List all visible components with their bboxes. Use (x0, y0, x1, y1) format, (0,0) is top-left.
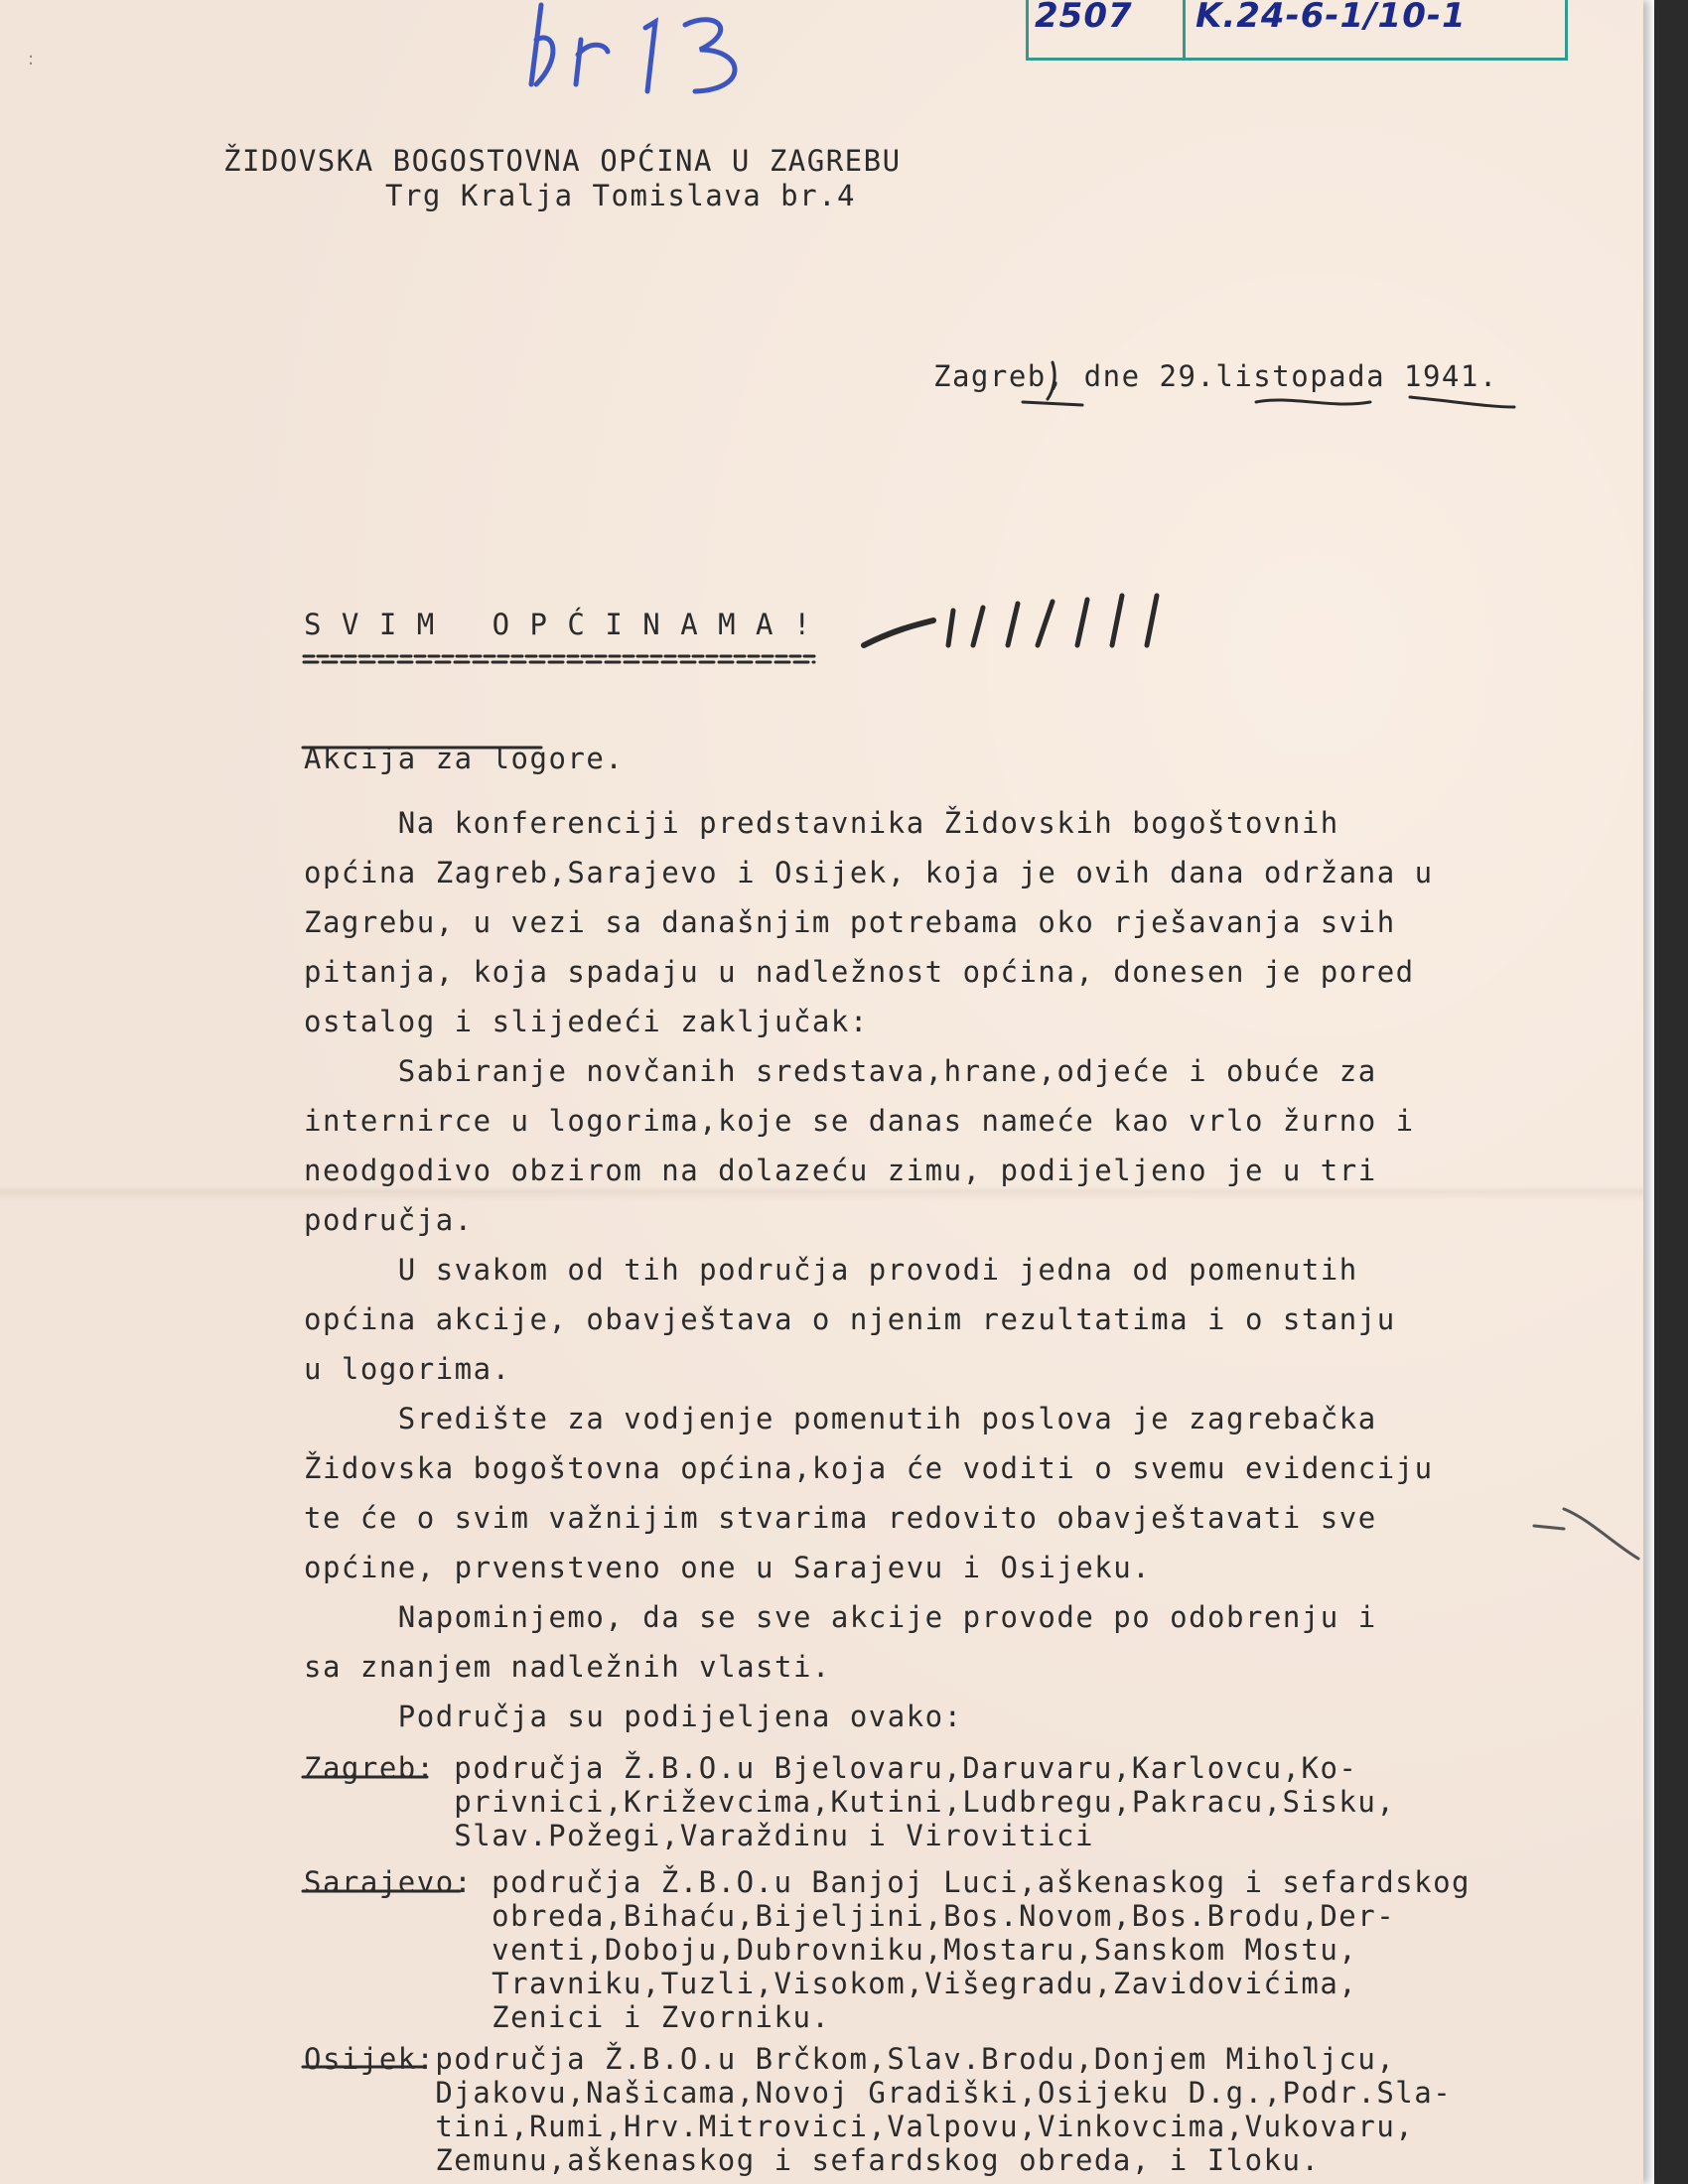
body-line: te će o svim važnijim stvarima redovito obavještavati sve (304, 1501, 1377, 1535)
body-line: općine, prvenstveno one u Sarajevu i Osijeku. (304, 1551, 1152, 1584)
body-line: Zagrebu, u vezi sa današnjim potrebama oko rješavanja svih (304, 905, 1396, 939)
region-line: Zemunu,aškenaskog i sefardskog obreda, i Iloku. (416, 2143, 1321, 2177)
region-name: Sarajevo (304, 1865, 455, 1899)
region-line: tini,Rumi,Hrv.Mitrovici,Valpovu,Vinkovcima,Vukovaru, (416, 2110, 1415, 2143)
body-line: Sabiranje novčanih sredstava,hrane,odjeće i obuće za (304, 1054, 1377, 1088)
body-line: ostalog i slijedeći zaključak: (304, 1005, 869, 1038)
scan-edge (1654, 0, 1688, 2184)
region-line: Slav.Požegi,Varaždinu i Virovitici (416, 1819, 1094, 1852)
body-line: Središte za vodjenje pomenutih poslova je zagrebačka (304, 1402, 1377, 1435)
region-name: Osijek (304, 2042, 417, 2076)
body-line: područja. (304, 1203, 474, 1237)
region-line: privnici,Križevcima,Kutini,Ludbregu,Pakracu,Sisku, (416, 1785, 1396, 1819)
body-line: pitanja, koja spadaju u nadležnost općina, donesen je pored (304, 955, 1415, 989)
body-line: neodgodivo obzirom na dolazeću zimu, podijeljeno je u tri (304, 1154, 1377, 1187)
body-line: u logorima. (304, 1352, 511, 1386)
salutation: S V I M O P Ć I N A M A ! (304, 608, 812, 641)
punch-mark: : (28, 49, 35, 69)
region-line: Travniku,Tuzli,Visokom,Višegradu,Zavidovićima, (454, 1967, 1358, 2000)
body-line: Napominjemo, da se sve akcije provode po odobrenju i (304, 1600, 1377, 1634)
date-line: Zagreb, dne 29.listopada 1941. (933, 359, 1498, 393)
body-line: općina akcije, obavještava o njenim rezultatima i o stanju (304, 1302, 1396, 1336)
handwritten-number (526, 10, 713, 69)
org-address: Trg Kralja Tomislava br.4 (385, 179, 856, 212)
region-line: : područja Ž.B.O.u Banjoj Luci,aškenaskog i sefardskog (454, 1865, 1471, 1899)
region-name: Zagreb (304, 1751, 417, 1785)
body-line: Područja su podijeljena ovako: (304, 1700, 963, 1733)
region-line: : područja Ž.B.O.u Bjelovaru,Daruvaru,Karlovcu,Ko- (416, 1751, 1358, 1785)
body-line: općina Zagreb,Sarajevo i Osijek, koja je ovih dana održana u (304, 856, 1434, 889)
body-line: U svakom od tih područja provodi jedna od pomenutih (304, 1253, 1358, 1287)
body-line: sa znanjem nadležnih vlasti. (304, 1650, 831, 1684)
region-line: obreda,Bihaću,Bijeljini,Bos.Novom,Bos.Brodu,Der- (454, 1899, 1396, 1933)
subject-line: Akcija za logore. (304, 742, 625, 775)
body-line: internirce u logorima,koje se danas nameće kao vrlo žurno i (304, 1104, 1415, 1138)
org-name: ŽIDOVSKA BOGOSTOVNA OPĆINA U ZAGREBU (223, 144, 902, 178)
body-line: Židovska bogoštovna općina,koja će voditi o svemu evidenciju (304, 1451, 1434, 1485)
region-line: Djakovu,Našicama,Novoj Gradiški,Osijeku D.g.,Podr.Sla- (416, 2076, 1453, 2110)
region-line: :područja Ž.B.O.u Brčkom,Slav.Brodu,Donjem Miholjcu, (416, 2042, 1396, 2076)
region-line: venti,Doboju,Dubrovniku,Mostaru,Sanskom Mostu, (454, 1933, 1358, 1967)
stamp-number: 2507 (1035, 0, 1133, 36)
archive-stamp (1026, 0, 1568, 61)
stamp-code: K.24-6-1/10-1 (1196, 0, 1467, 36)
body-line: Na konferenciji predstavnika Židovskih bogoštovnih (304, 806, 1339, 840)
region-line: Zenici i Zvorniku. (454, 2000, 831, 2034)
